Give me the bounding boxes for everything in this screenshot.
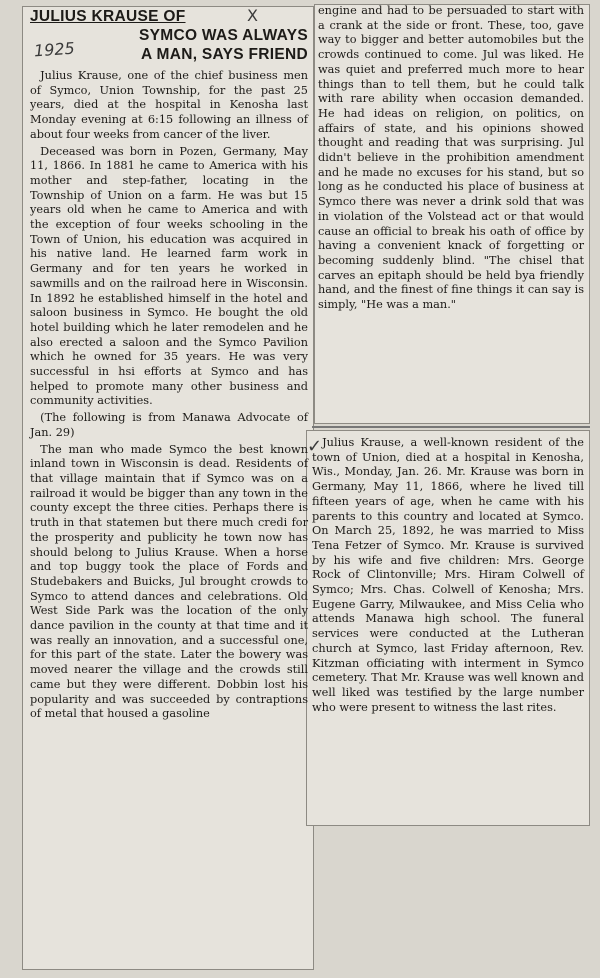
headline-line-3: A MAN, SAYS FRIEND — [140, 46, 308, 63]
paragraph-left-4: The man who made Symco the best known inland town in Wisconsin is dead. Residents of that village maintain that if Symco was on a railroad it would be bigger than any town in the county except the three cities. Perhaps there is truth in that statemen but there much credi for the prosperity and publicity he town now has should belong to Julius Krause. When a horse and top buggy took the place of Fords and Studebakers and Buicks, Jul brought crowds to Symco to attend dances and celebrations. Old West Side Park was the location of the only dance pavilion in the county at that time and it was really an innovation, and a successful one, for this part of the state. Later the bowery was moved nearer the village and the crowds still came but they were different. Dobbin lost his popularity and was succeeded by contraptions of metal that housed a gasoline — [30, 442, 308, 721]
paragraph-left-3: (The following is from Manawa Advocate of Jan. 29) — [30, 411, 308, 439]
headline-line-1: JULIUS KRAUSE OF — [30, 8, 186, 25]
handwritten-year-annotation: 1925 — [33, 38, 76, 61]
article-right-top-column — [318, 4, 584, 313]
paragraph-right-bottom-1: Julius Krause, a well-known resident of the town of Union, died at a hospital in Kenosha, Wis., Monday, Jan. 26. Mr. Krause was born in Germany, May 11, 1866, where he lived till fifteen years of age, when he came with his parents to this country and located at Symco. On March 25, 1892, he was married to Miss Tena Fetzer of Symco. Mr. Krause is survived by his wife and five children: Mrs. George Rock of Clintonville; Mrs. Hiram Colwell of Symco; Mrs. Chas. Colwell of Kenosha; Mrs. Eugene Garry, Milwaukee, and Miss Celia who attends Manawa high school. The funeral services were conducted at the Lutheran church at Symco, last Friday afternoon, Rev. Kitzman officiating with interment in Symco cemetery. That Mr. Krause was well known and well liked was testified by the large number who were present to witness the last rites. — [312, 436, 584, 714]
paragraph-right-top-1: engine and had to be persuaded to start with a crank at the side or front. These, too, gave way to bigger and better automobiles but the crowds continued to come. Jul was liked. He was quiet and preferred much more to hear things than to tell them, but he could talk with rare ability when occasion demanded. He had ideas on religion, on politics, on affairs of state, and his opinions showed thought and reading that was surprising. Jul didn't believe in the prohibition amendment and he made no excuses for his stand, but so long as he conducted his place of business at Symco there was never a drink sold that was in violation of the Volstead act or that would cause an official to break his oath of office by having a convenient knack of forgetting or becoming suddenly blind. "The chisel that carves an epitaph should be held bya friendly hand, and the finest of fine things it can say is simply, "He was a man." — [318, 4, 584, 312]
paragraph-left-2: Deceased was born in Pozen, Germany, May 11, 1866. In 1881 he came to America with his mother and step-father, locating in the Township of Union on a farm. He was but 15 years old when he came to America and with the exception of four weeks schooling in the Town of Union, his education was acquired in his native land. He learned farm work in Germany and for ten years he worked in sawmills and on the railroad here in Wisconsin. In 1892 he established himself in the hotel and saloon business in Symco. He bought the old hotel building which he later remodelen and he also erected a saloon and the Symco Pavilion which he owned for 35 years. He was very successful in hsi efforts at Symco and has helped to promote many other business and community activities. — [30, 144, 308, 408]
paragraph-left-1: Julius Krause, one of the chief business men of Symco, Union Township, for the past 25 years, died at the hospital in Kenosha last Monday evening at 6:15 following an illness of about four weeks from cancer of the liver. — [30, 69, 308, 141]
article-right-bottom-column — [312, 432, 584, 715]
handwritten-check-icon: ✓ — [307, 436, 323, 457]
handwritten-check-mark: X — [247, 6, 258, 25]
headline-line-2: SYMCO WAS ALWAYS — [138, 27, 308, 44]
column-divider-rule — [312, 426, 590, 428]
article-left-column — [30, 8, 308, 722]
